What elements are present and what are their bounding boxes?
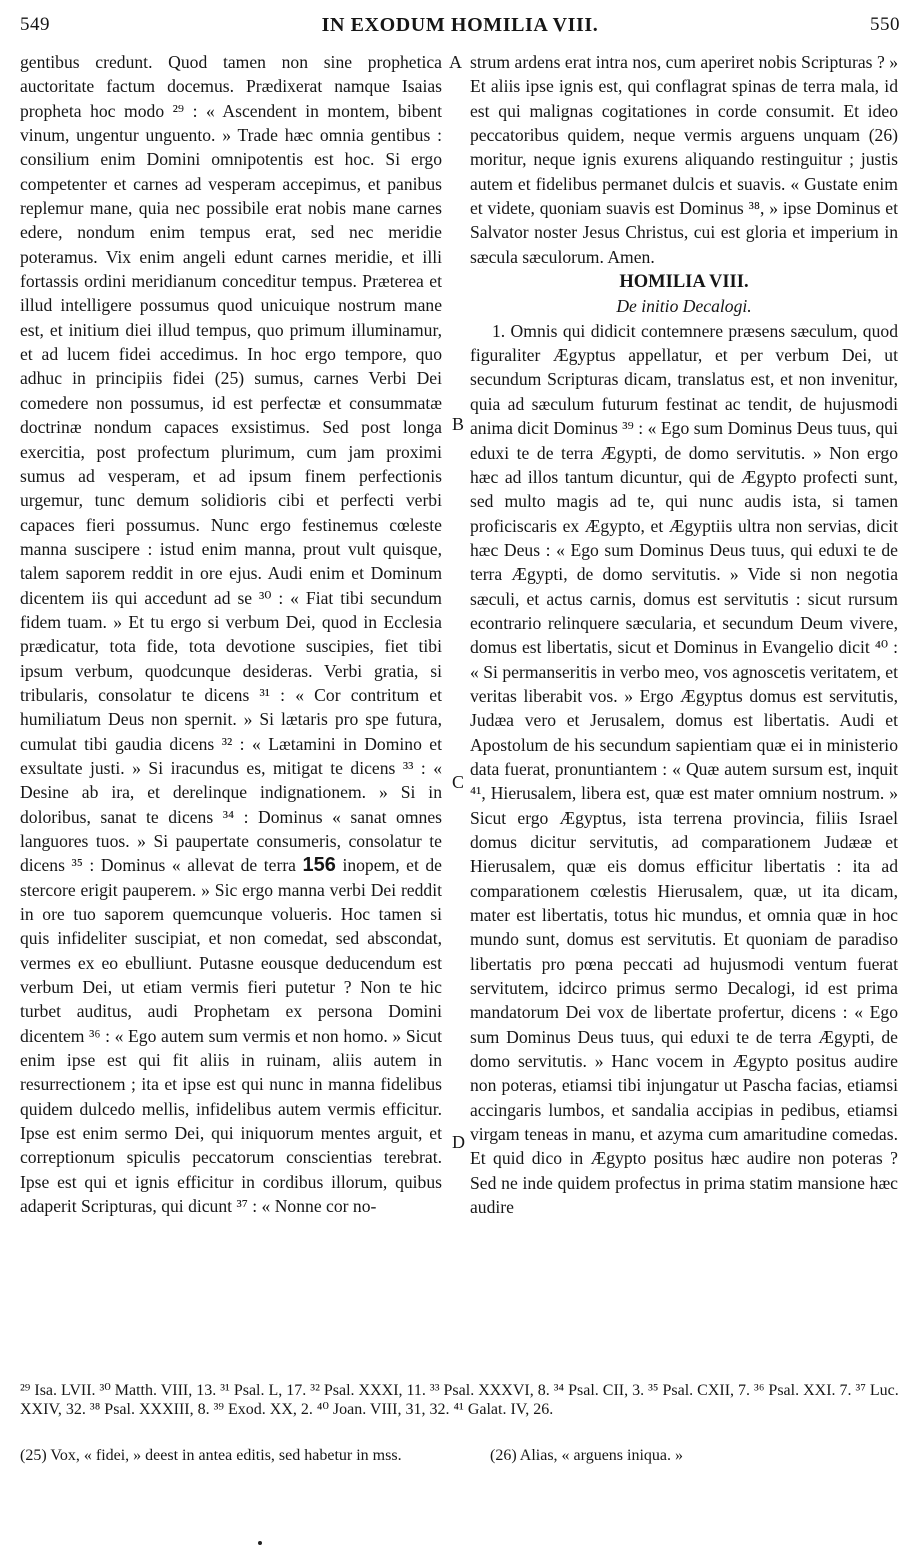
right-column xyxy=(470,50,898,1375)
homily-paragraph-1: 1. Omnis qui didicit contemnere præsens sæculum, quod figuraliter Ægyptus appellatur, et per verbum Dei, ut secundum Scripturas dicam, translatus est, et non invenitur, quia ad sæculum futurum festinat ac tendit, de hujusmodi anima dicit Dominus ³⁹ : « Ego sum Dominus Deus tuus, qui eduxi te de terra Ægypti, de domo servitutis. » Non ergo hæc ad illos tantum dicuntur, qui de Ægypto profecti sunt, sed multo magis ad te, qui nunc audis ista, si tamen proficiscaris ex Ægypto, et Ægyptiis ultra non servias, dicit hæc Deus : « Ego sum Dominus Deus tuus, qui eduxi te de terra Ægypti, de domo servitutis. » Vide si non negotia sæculi, et actus carnis, domus est servitutis : sicut rursum econtrario relinquere sæcularia, et secundum Deum vivere, domus est libertatis, sicut et Dominus in Evangelio dicit ⁴⁰ : « Si permanseritis in verbo meo, vos agnoscetis veritatem, et veritas liberabit vos. » Ergo Ægyptus domus est servitutis, Judæa vero et Jerusalem, domus est libertatis. Audi et Apostolum de his secundum sapientiam quæ ei in ministerio data fuerat, pronuntiantem : « Quæ autem sursum est, inquit ⁴¹, Hierusalem, libera est, quæ est mater omnium nostrum. » Sicut ergo Ægyptus, ista terrena provincia, filiis Israel domus dicitur servitutis, ad comparationem Judææ et Hierusalem, quæ eis domus efficitur libertatis : ita ad comparationem cœlestis Hierusalem, quæ, ut ita dicam, mater est libertatis, totus hic mundus, et omnia quæ in hoc mundo sunt, domus est servitutis. Et quoniam de paradiso libertatis pro pœna peccati ad hujusmodi ventum fuerat servitutem, idcirco primus sermo Decalogi, id est prima mandatorum Dei vox de libertate profertur, dicens : « Ego sum Dominus Deus tuus, qui eduxi te de terra Ægypti, de domo servitutis. » Hanc vocem in Ægypto positus audire non poteras, etiamsi tibi injungatur ut Pascha facias, etiamsi accingaris lumbos, et sandalia accipias in pedibus, etiamsi virgam teneas in manu, et azyma cum amaritudine comedas. Et quid dico in Ægypto positus hæc audire non poteras ? Sed ne inde quidem profectus in prima statim mansione hæc audire xyxy=(470,320,898,1218)
footnote-26: (26) Alias, « arguens iniqua. » xyxy=(490,1447,684,1464)
left-page-number: 549 xyxy=(20,14,50,35)
left-column xyxy=(20,50,442,1375)
footnote-25: (25) Vox, « fidei, » deest in antea editis, sed habetur in mss. xyxy=(20,1447,402,1464)
running-title: IN EXODUM HOMILIA VIII. xyxy=(321,14,599,36)
page-mark-dot xyxy=(258,1541,262,1545)
margin-letter-d: D xyxy=(452,1132,465,1152)
page-header xyxy=(20,14,900,40)
margin-letter-b: B xyxy=(452,414,465,434)
left-text-part-1: gentibus credunt. Quod tamen non sine prophetica auctoritate factum docemus. Prædixerat namque Isaias propheta hoc modo ²⁹ : « Ascendent in montem, bibent vinum, ungentur unguento. » Trade hæc omnia gentibus : consilium enim Domini omnipotentis est hoc. Si ergo competenter et carnes ad vesperam accepimus, et panibus replemur mane, quia nec possibile erat nobis mane carnes edere, nondum enim tempus erat, sed nec meridie poteramus. Vix enim angeli edunt carnes meridie, et illi fortassis ordini meridianum conceditur tempus. Præterea et illud intelligere possumus quod unicuique nostrum mane est, et initium diei illud tempus, quo primum illuminamur, et ad lucem fidei accedimus. In hoc ergo tempore, quo adhuc in principiis fidei (25) sumus, carnes Verbi Dei comedere non possumus, id est perfectæ et consummatæ doctrinæ nondum capaces exsistimus. Sed post longa exercitia, post profectum plurimum, cum jam proximi sumus ad vesperam, et ad ipsum finem perfectionis urgemur, tunc demum solidioris cibi et perfecti verbi capaces fieri possumus. Nunc ergo festinemus cœleste manna suscipere : istud enim manna, prout vult quisque, talem saporem reddit in ore ejus. Audi enim et Dominum dicentem iis qui accedunt ad se ³⁰ : « Fiat tibi secundum fidem tuam. » Et tu ergo si verbum Dei, quod in Ecclesia prædicatur, tota fide, tota devotione suscipies, fiet tibi ipsum verbum, quodcunque desideras. Verbi gratia, si tribularis, consolatur te dicens ³¹ : « Cor contritum et humiliatum Deus non spernit. » Si lætaris pro spe futura, cumulat tibi gaudia dicens ³² : « Lætamini in Domino et exsultate justi. » Si iracundus es, mitigat te dicens ³³ : « Desine ab ira, et derelinque indignationem. » Si in doloribus, sanat te dicens ³⁴ : Dominus « sanat omnes languores tuos. » Si paupertate consumeris, consolatur te dicens ³⁵ : Dominus « allevat de terra xyxy=(20,52,442,876)
margin-letter-a: A xyxy=(449,52,462,72)
homily-heading: HOMILIA VIII. xyxy=(619,272,749,293)
margin-letter-c: C xyxy=(452,772,465,792)
left-column-text xyxy=(20,50,442,1219)
left-text-part-2: inopem, et de stercore erigit pauperem. » Sic ergo manna verbi Dei reddit in ore tuo saporem quemcunque volueris. Hoc tamen si quis infideliter suscipiat, et non comedat, sed abscondat, vermes ex eo ebulliunt. Putasne eousque deducendum est verbum Dei, ut etiam vermis fieri putetur ? Non te hic turbet auditus, audi Prophetam ex persona Domini dicentem ³⁶ : « Ego autem sum vermis et non homo. » Sicut enim ipse est qui fit aliis in ruinam, aliis autem in resurrectionem ; ita et ipse est qui nunc in manna fidelibus quidem dulcedo mellis, infidelibus autem vermis efficitur. Ipse est enim sermo Dei, qui iniquorum mentes arguit, et correptionum spiculis peccatorum conscientias terebrat. Ipse est qui et ignis efficitur in cordibus illorum, quibus adaperit Scripturas, qui dicunt ³⁷ : « Nonne cor no- xyxy=(20,855,442,1217)
right-continuation-text: strum ardens erat intra nos, cum aperiret nobis Scripturas ? » Et aliis ipse ignis est, qui conflagrat spinas de terra mala, id est qui malignas cogitationes in corde consumit. Et ideo peccatoribus quidem, neque vermis arguens unquam (26) moritur, neque ignis exurens aliquando restinguitur ; justis autem et fidelibus permanet dulcis et suavis. « Gustate enim et videte, quoniam suavis est Dominus ³⁸, » ipse Dominus et Salvator noster Jesus Christus, cui est gloria et imperium in sæcula sæculorum. Amen. xyxy=(470,52,898,267)
right-page-number: 550 xyxy=(870,14,900,35)
homily-subheading: De initio Decalogi. xyxy=(616,296,752,317)
inline-marginal-number: 156 xyxy=(302,854,336,877)
scripture-references: ²⁹ Isa. LVII. ³⁰ Matth. VIII, 13. ³¹ Psal. L, 17. ³² Psal. XXXI, 11. ³³ Psal. XXXVI, 8. ³⁴ Psal. CII, 3. ³⁵ Psal. CXII, 7. ³⁶ Psal. XXI. 7. ³⁷ Luc. XXIV, 32. ³⁸ Psal. XXXIII, 8. ³⁹ Exod. XX, 2. ⁴⁰ Joan. VIII, 31, 32. ⁴¹ Galat. IV, 26. xyxy=(20,1382,899,1418)
